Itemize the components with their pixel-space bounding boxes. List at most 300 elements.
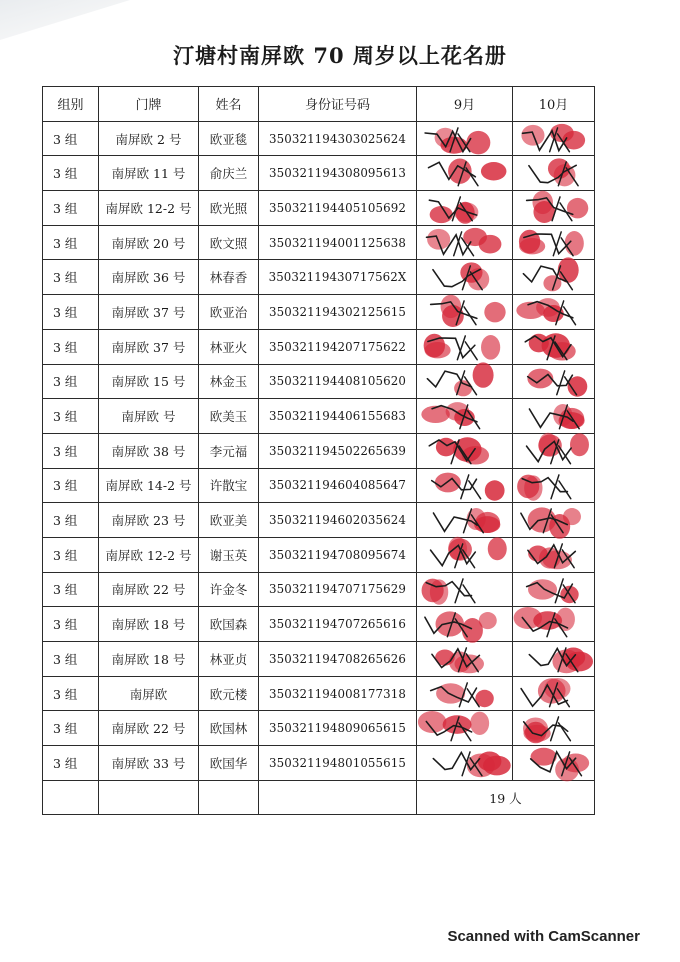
- fingerprint-signature-mark: [513, 469, 594, 503]
- fingerprint-mark: [454, 380, 472, 396]
- table-row: [43, 676, 595, 711]
- row-address: 南屏欧 37 号: [99, 329, 199, 364]
- september-signature-cell: [417, 642, 513, 677]
- fingerprint-signature-mark: [513, 365, 594, 399]
- row-id-number: 350321194602035624: [259, 503, 417, 538]
- september-signature-cell: [417, 225, 513, 260]
- handwritten-signature: [447, 613, 467, 637]
- fingerprint-mark: [570, 433, 589, 456]
- fingerprint-signature-mark: [513, 538, 594, 572]
- row-name: 欧亚毯: [199, 121, 259, 156]
- handwritten-signature: [427, 235, 471, 255]
- header-name: 姓名: [199, 87, 259, 122]
- fingerprint-mark: [453, 437, 482, 462]
- fingerprint-mark: [533, 612, 562, 631]
- total-row: [43, 780, 595, 815]
- row-address: 南屏欧 22 号: [99, 711, 199, 746]
- handwritten-signature: [551, 475, 571, 499]
- fingerprint-signature-mark: [417, 365, 512, 399]
- row-name: 许散宝: [199, 468, 259, 503]
- table-row: [43, 537, 595, 572]
- table-row: [43, 399, 595, 434]
- fingerprint-mark: [479, 235, 502, 254]
- fingerprint-signature-mark: [417, 538, 512, 572]
- fingerprint-signature-mark: [513, 642, 594, 676]
- fingerprint-signature-mark: [417, 503, 512, 537]
- fingerprint-mark: [422, 578, 444, 602]
- handwritten-signature: [431, 686, 477, 701]
- row-address: 南屏欧 2 号: [99, 121, 199, 156]
- row-group: 3 组: [43, 121, 99, 156]
- total-count: 19 人: [417, 780, 595, 815]
- row-id-number: 350321194707265616: [259, 607, 417, 642]
- row-group: 3 组: [43, 607, 99, 642]
- row-name: 欧亚美: [199, 503, 259, 538]
- row-name: 欧国森: [199, 607, 259, 642]
- handwritten-signature: [450, 128, 470, 152]
- row-address: 南屏欧 38 号: [99, 433, 199, 468]
- october-signature-cell: [513, 537, 595, 572]
- fingerprint-mark: [527, 368, 553, 388]
- blank-cell: [259, 780, 417, 815]
- september-signature-cell: [417, 329, 513, 364]
- fingerprint-signature-mark: [513, 191, 594, 225]
- fingerprint-signature-mark: [513, 156, 594, 190]
- handwritten-signature: [558, 648, 578, 672]
- handwritten-signature: [432, 478, 477, 489]
- fingerprint-mark: [565, 652, 593, 672]
- fingerprint-signature-mark: [417, 295, 512, 329]
- handwritten-signature: [428, 163, 475, 180]
- fingerprint-mark: [436, 683, 465, 703]
- september-signature-cell: [417, 260, 513, 295]
- handwritten-signature: [426, 722, 471, 736]
- row-address: 南屏欧 12-2 号: [99, 191, 199, 226]
- row-name: 林亚火: [199, 329, 259, 364]
- fingerprint-mark: [524, 475, 542, 500]
- fingerprint-mark: [553, 404, 572, 426]
- fingerprint-signature-mark: [513, 607, 594, 641]
- fingerprint-mark: [448, 537, 467, 561]
- handwritten-signature: [451, 440, 471, 464]
- october-signature-cell: [513, 191, 595, 226]
- fingerprint-mark: [567, 198, 588, 218]
- fingerprint-mark: [446, 402, 470, 421]
- october-signature-cell: [513, 295, 595, 330]
- row-address: 南屏欧 11 号: [99, 156, 199, 191]
- fingerprint-signature-mark: [417, 330, 512, 364]
- handwritten-signature: [551, 440, 571, 464]
- row-name: 欧国林: [199, 711, 259, 746]
- fingerprint-signature-mark: [417, 434, 512, 468]
- handwritten-signature: [523, 267, 567, 283]
- handwritten-signature: [455, 544, 475, 568]
- row-address: 南屏欧 18 号: [99, 642, 199, 677]
- handwritten-signature: [425, 131, 471, 151]
- fingerprint-mark: [529, 334, 549, 353]
- row-id-number: 35032119430717562X: [259, 260, 417, 295]
- row-name: 林亚贞: [199, 642, 259, 677]
- fingerprint-mark: [481, 335, 500, 360]
- table-row: [43, 468, 595, 503]
- fingerprint-mark: [462, 446, 489, 464]
- fingerprint-mark: [552, 650, 580, 674]
- fingerprint-mark: [559, 412, 585, 429]
- fingerprint-signature-mark: [513, 746, 594, 780]
- fingerprint-signature-mark: [417, 573, 512, 607]
- row-name: 欧光照: [199, 191, 259, 226]
- fingerprint-signature-mark: [513, 711, 594, 745]
- fingerprint-mark: [548, 342, 575, 360]
- fingerprint-mark: [543, 305, 564, 322]
- september-signature-cell: [417, 537, 513, 572]
- row-group: 3 组: [43, 433, 99, 468]
- handwritten-signature: [550, 683, 570, 707]
- fingerprint-signature-mark: [513, 677, 594, 711]
- row-id-number: 350321194008177318: [259, 676, 417, 711]
- fingerprint-mark: [440, 136, 467, 153]
- october-signature-cell: [513, 676, 595, 711]
- fingerprint-mark: [478, 752, 502, 772]
- fingerprint-mark: [521, 125, 544, 146]
- october-signature-cell: [513, 468, 595, 503]
- handwritten-signature: [454, 232, 474, 256]
- fingerprint-signature-mark: [417, 260, 512, 294]
- fingerprint-mark: [519, 230, 540, 254]
- table-row: [43, 156, 595, 191]
- row-group: 3 组: [43, 503, 99, 538]
- fingerprint-mark: [549, 514, 570, 539]
- fingerprint-signature-mark: [417, 226, 512, 260]
- handwritten-signature: [432, 649, 480, 668]
- row-name: 欧美玉: [199, 399, 259, 434]
- fingerprint-mark: [538, 434, 562, 456]
- row-group: 3 组: [43, 468, 99, 503]
- fingerprint-signature-mark: [513, 434, 594, 468]
- handwritten-signature: [457, 370, 477, 394]
- header-group: 组别: [43, 87, 99, 122]
- fingerprint-mark: [554, 164, 576, 186]
- fingerprint-mark: [436, 438, 456, 457]
- handwritten-signature: [552, 197, 572, 221]
- row-id-number: 350321194809065615: [259, 711, 417, 746]
- row-id-number: 350321194708095674: [259, 537, 417, 572]
- handwritten-signature: [462, 266, 482, 290]
- fingerprint-signature-mark: [417, 642, 512, 676]
- fingerprint-mark: [479, 612, 497, 629]
- handwritten-signature: [431, 302, 477, 319]
- fingerprint-mark: [435, 650, 455, 666]
- row-group: 3 组: [43, 191, 99, 226]
- handwritten-signature: [551, 717, 571, 741]
- fingerprint-mark: [460, 263, 482, 283]
- row-name: 俞庆兰: [199, 156, 259, 191]
- table-row: [43, 191, 595, 226]
- handwritten-signature: [433, 270, 480, 287]
- fingerprint-mark: [467, 269, 489, 291]
- fingerprint-mark: [467, 508, 486, 530]
- table-row: [43, 433, 595, 468]
- row-group: 3 组: [43, 156, 99, 191]
- table-row: [43, 329, 595, 364]
- fingerprint-mark: [488, 537, 507, 560]
- september-signature-cell: [417, 503, 513, 538]
- handwritten-signature: [427, 371, 471, 387]
- fingerprint-mark: [548, 159, 570, 179]
- fingerprint-mark: [441, 295, 462, 318]
- september-signature-cell: [417, 191, 513, 226]
- october-signature-cell: [513, 364, 595, 399]
- handwritten-signature: [528, 302, 573, 318]
- fingerprint-mark: [560, 585, 578, 602]
- september-signature-cell: [417, 468, 513, 503]
- fingerprint-mark: [443, 716, 472, 735]
- fingerprint-mark: [481, 162, 507, 180]
- fingerprint-mark: [449, 651, 470, 672]
- fingerprint-signature-mark: [417, 156, 512, 190]
- fingerprint-mark: [523, 725, 550, 742]
- handwritten-signature: [554, 544, 574, 568]
- handwritten-signature: [525, 336, 571, 357]
- handwritten-signature: [433, 753, 479, 770]
- handwritten-signature: [527, 441, 572, 461]
- table-row: [43, 711, 595, 746]
- handwritten-signature: [455, 579, 475, 603]
- row-address: 南屏欧 18 号: [99, 607, 199, 642]
- row-name: 许金冬: [199, 572, 259, 607]
- fingerprint-mark: [448, 538, 472, 560]
- row-group: 3 组: [43, 399, 99, 434]
- fingerprint-mark: [435, 472, 461, 492]
- fingerprint-mark: [470, 712, 489, 735]
- row-id-number: 350321194408105620: [259, 364, 417, 399]
- fingerprint-mark: [533, 201, 555, 223]
- fingerprint-mark: [430, 206, 453, 223]
- october-signature-cell: [513, 607, 595, 642]
- handwritten-signature: [452, 197, 472, 221]
- september-signature-cell: [417, 572, 513, 607]
- fingerprint-signature-mark: [513, 295, 594, 329]
- fingerprint-mark: [454, 202, 478, 222]
- header-row: [43, 87, 595, 122]
- october-signature-cell: [513, 642, 595, 677]
- row-id-number: 350321194708265626: [259, 642, 417, 677]
- handwritten-signature: [553, 232, 573, 256]
- handwritten-signature: [461, 475, 481, 499]
- fingerprint-mark: [525, 722, 546, 744]
- fingerprint-mark: [562, 131, 585, 150]
- handwritten-signature: [458, 648, 478, 672]
- october-signature-cell: [513, 711, 595, 746]
- september-signature-cell: [417, 607, 513, 642]
- fingerprint-mark: [436, 612, 465, 637]
- handwritten-signature: [522, 131, 566, 151]
- fingerprint-mark: [565, 231, 584, 256]
- row-group: 3 组: [43, 364, 99, 399]
- fingerprint-signature-mark: [513, 260, 594, 294]
- row-group: 3 组: [43, 642, 99, 677]
- september-signature-cell: [417, 399, 513, 434]
- october-signature-cell: [513, 156, 595, 191]
- fingerprint-mark: [528, 508, 556, 533]
- october-signature-cell: [513, 121, 595, 156]
- row-group: 3 组: [43, 260, 99, 295]
- fingerprint-mark: [483, 756, 511, 776]
- fingerprint-signature-mark: [417, 399, 512, 433]
- fingerprint-mark: [430, 579, 448, 604]
- september-signature-cell: [417, 433, 513, 468]
- fingerprint-mark: [448, 159, 472, 184]
- fingerprint-mark: [558, 258, 579, 283]
- row-address: 南屏欧 37 号: [99, 295, 199, 330]
- fingerprint-mark: [418, 711, 447, 733]
- handwritten-signature: [562, 752, 582, 776]
- handwritten-signature: [529, 648, 575, 665]
- header-id: 身份证号码: [259, 87, 417, 122]
- fingerprint-mark: [514, 607, 542, 629]
- row-group: 3 组: [43, 225, 99, 260]
- handwritten-signature: [531, 752, 576, 772]
- handwritten-signature: [460, 405, 480, 429]
- september-signature-cell: [417, 364, 513, 399]
- fingerprint-mark: [556, 608, 575, 631]
- row-address: 南屏欧 15 号: [99, 364, 199, 399]
- fingerprint-mark: [544, 678, 570, 699]
- fingerprint-signature-mark: [417, 191, 512, 225]
- handwritten-signature: [524, 234, 571, 254]
- table-row: [43, 607, 595, 642]
- blank-cell: [43, 780, 99, 815]
- handwritten-signature: [431, 545, 476, 565]
- fingerprint-mark: [539, 547, 560, 568]
- handwritten-signature: [429, 200, 476, 218]
- october-signature-cell: [513, 399, 595, 434]
- fingerprint-mark: [568, 376, 588, 396]
- handwritten-signature: [522, 477, 567, 491]
- fingerprint-mark: [475, 512, 500, 533]
- row-id-number: 350321194302125615: [259, 295, 417, 330]
- scan-corner-shadow: [0, 0, 130, 40]
- table-row: [43, 746, 595, 781]
- handwritten-signature: [543, 509, 563, 533]
- fingerprint-mark: [474, 516, 500, 533]
- row-group: 3 组: [43, 329, 99, 364]
- october-signature-cell: [513, 746, 595, 781]
- row-address: 南屏欧 22 号: [99, 572, 199, 607]
- fingerprint-mark: [542, 333, 570, 358]
- fingerprint-signature-mark: [417, 607, 512, 641]
- october-signature-cell: [513, 260, 595, 295]
- fingerprint-mark: [523, 718, 548, 740]
- handwritten-signature: [521, 685, 567, 706]
- row-id-number: 350321194801055615: [259, 746, 417, 781]
- row-group: 3 组: [43, 676, 99, 711]
- handwritten-signature: [528, 545, 575, 564]
- row-address: 南屏欧 号: [99, 399, 199, 434]
- handwritten-signature: [529, 166, 576, 183]
- fingerprint-mark: [467, 754, 495, 778]
- fingerprint-mark: [427, 229, 450, 250]
- september-signature-cell: [417, 711, 513, 746]
- september-signature-cell: [417, 156, 513, 191]
- october-signature-cell: [513, 572, 595, 607]
- handwritten-signature: [555, 579, 575, 603]
- fingerprint-mark: [517, 474, 539, 498]
- handwritten-signature: [527, 582, 573, 597]
- handwritten-signature: [559, 405, 579, 429]
- row-address: 南屏欧 36 号: [99, 260, 199, 295]
- fingerprint-mark: [455, 654, 484, 673]
- handwritten-signature: [426, 581, 471, 595]
- september-signature-cell: [417, 746, 513, 781]
- fingerprint-signature-mark: [417, 746, 512, 780]
- fingerprint-mark: [528, 579, 557, 599]
- handwritten-signature: [458, 162, 478, 186]
- header-address: 门牌: [99, 87, 199, 122]
- handwritten-signature: [429, 440, 475, 461]
- handwritten-signature: [553, 266, 573, 290]
- fingerprint-mark: [425, 342, 451, 358]
- handwritten-signature: [529, 409, 573, 427]
- september-signature-cell: [417, 121, 513, 156]
- row-group: 3 组: [43, 711, 99, 746]
- fingerprint-mark: [528, 545, 548, 561]
- october-signature-cell: [513, 503, 595, 538]
- fingerprint-mark: [463, 228, 487, 246]
- handwritten-signature: [522, 618, 567, 632]
- row-id-number: 350321194308095613: [259, 156, 417, 191]
- row-id-number: 350321194001125638: [259, 225, 417, 260]
- row-name: 欧亚治: [199, 295, 259, 330]
- october-signature-cell: [513, 225, 595, 260]
- row-name: 林金玉: [199, 364, 259, 399]
- row-id-number: 350321194405105692: [259, 191, 417, 226]
- handwritten-signature: [547, 613, 567, 637]
- blank-cell: [199, 780, 259, 815]
- fingerprint-signature-mark: [417, 122, 512, 156]
- table-row: [43, 572, 595, 607]
- fingerprint-mark: [456, 202, 475, 224]
- handwritten-signature: [557, 370, 577, 394]
- row-group: 3 组: [43, 537, 99, 572]
- fingerprint-mark: [563, 508, 581, 525]
- handwritten-signature: [459, 683, 479, 707]
- row-name: 谢玉英: [199, 537, 259, 572]
- fingerprint-mark: [454, 409, 475, 426]
- row-name: 欧元楼: [199, 676, 259, 711]
- fingerprint-signature-mark: [417, 677, 512, 711]
- fingerprint-mark: [519, 238, 545, 254]
- table-row: [43, 260, 595, 295]
- fingerprint-mark: [421, 406, 450, 423]
- fingerprint-mark: [435, 127, 456, 147]
- row-name: 李元福: [199, 433, 259, 468]
- header-october: 10月: [513, 87, 595, 122]
- handwritten-signature: [425, 618, 472, 634]
- fingerprint-signature-mark: [513, 226, 594, 260]
- row-id-number: 350321194207175622: [259, 329, 417, 364]
- fingerprint-mark: [531, 748, 557, 766]
- handwritten-signature: [524, 722, 568, 736]
- fingerprint-mark: [475, 689, 493, 706]
- fingerprint-mark: [473, 362, 494, 387]
- table-row: [43, 295, 595, 330]
- table-row: [43, 642, 595, 677]
- row-id-number: 350321194707175629: [259, 572, 417, 607]
- fingerprint-mark: [550, 124, 574, 142]
- fingerprint-signature-mark: [513, 399, 594, 433]
- row-group: 3 组: [43, 572, 99, 607]
